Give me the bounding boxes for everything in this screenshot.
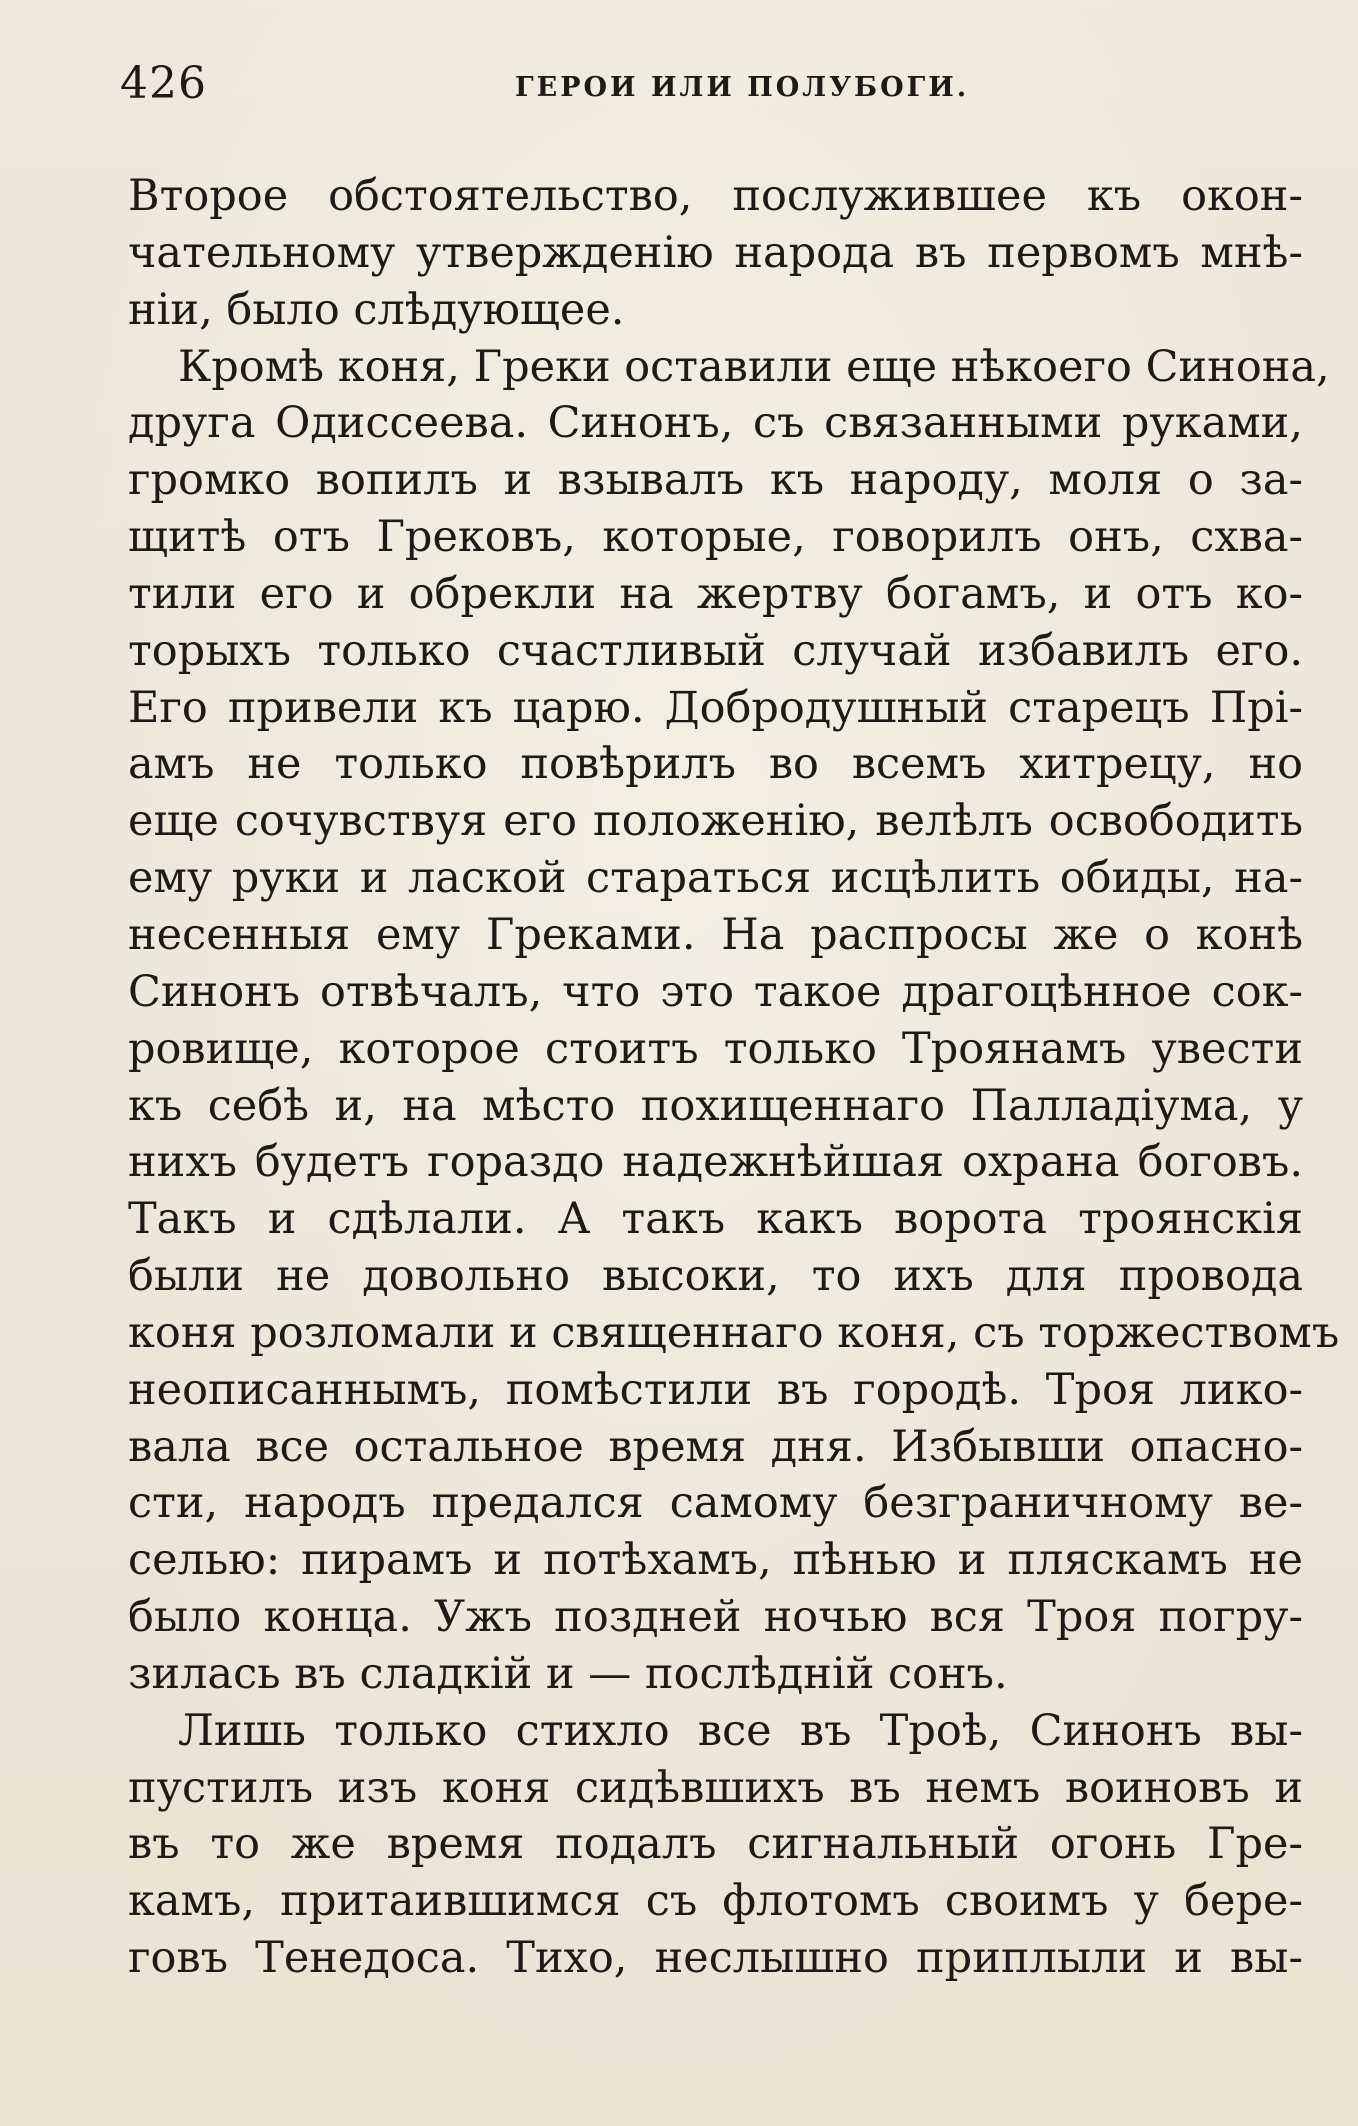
text-line: селью: пирамъ и потѣхамъ, пѣнью и пляскамъ не	[128, 1535, 1303, 1586]
text-line: торыхъ только счастливый случай избавилъ его.	[128, 625, 1303, 676]
text-line: вала все остальное время дня. Избывши опасно-	[128, 1421, 1303, 1472]
text-line: было конца. Ужъ поздней ночью вся Троя погру-	[128, 1592, 1303, 1643]
text-line: неописаннымъ, помѣстили въ городѣ. Троя лико-	[128, 1364, 1303, 1415]
text-line: друга Одиссеева. Синонъ, съ связанными руками,	[128, 398, 1303, 449]
body-text	[128, 168, 1340, 1987]
text-line: Такъ и сдѣлали. А такъ какъ ворота троянскія	[128, 1194, 1303, 1245]
text-line: пустилъ изъ коня сидѣвшихъ въ немъ воиновъ и	[128, 1762, 1303, 1813]
text-line: нихъ будетъ гораздо надежнѣйшая охрана боговъ.	[128, 1137, 1303, 1188]
text-line: говъ Тенедоса. Тихо, неслышно приплыли и вы-	[128, 1933, 1303, 1984]
text-line: Второе обстоятельство, послужившее къ окон-	[128, 171, 1303, 221]
text-line: въ то же время подалъ сигнальный огонь Гре-	[128, 1819, 1303, 1870]
text-line: сти, народъ предался самому безграничному ве-	[128, 1478, 1303, 1529]
text-line: Лишь только стихло все въ Троѣ, Синонъ вы-	[178, 1705, 1303, 1756]
text-line: амъ не только повѣрилъ во всемъ хитрецу, но	[128, 739, 1303, 790]
text-line: ровище, которое стоитъ только Троянамъ увести	[128, 1023, 1303, 1074]
running-title: ГЕРОИ ИЛИ ПОЛУБОГИ.	[515, 72, 970, 103]
text-line: тили его и обрекли на жертву богамъ, и отъ ко-	[128, 568, 1303, 619]
text-line: ему руки и лаской стараться исцѣлить обиды, на-	[128, 853, 1303, 904]
text-line: Его привели къ царю. Добродушный старецъ Прі-	[128, 682, 1303, 733]
text-line: къ себѣ и, на мѣсто похищеннаго Палладіума, у	[128, 1080, 1303, 1131]
text-line: камъ, притаившимся съ флотомъ своимъ у бере-	[128, 1876, 1303, 1927]
text-line: были не довольно высоки, то ихъ для провода	[128, 1251, 1303, 1302]
text-line: несенныя ему Греками. На распросы же о конѣ	[128, 909, 1303, 960]
text-line: громко вопилъ и взывалъ къ народу, моля о за-	[128, 455, 1303, 506]
text-line: Кромѣ коня, Греки оставили еще нѣкоего Синона,	[178, 341, 1330, 392]
text-line: Синонъ отвѣчалъ, что это такое драгоцѣнное сок-	[128, 966, 1303, 1017]
text-line: зилась въ сладкій и — послѣдній сонъ.	[128, 1648, 1008, 1699]
text-line: ніи, было слѣдующее.	[128, 284, 625, 335]
text-line: еще сочувствуя его положенію, велѣлъ освободить	[128, 796, 1303, 847]
text-line: щитѣ отъ Грековъ, которые, говорилъ онъ, схва-	[128, 512, 1303, 563]
page-number: 426	[120, 58, 207, 109]
page-header	[120, 58, 1300, 118]
text-line: коня розломали и священнаго коня, съ торжествомъ	[128, 1307, 1340, 1358]
text-line: чательному утвержденію народа въ первомъ мнѣ-	[128, 227, 1303, 278]
